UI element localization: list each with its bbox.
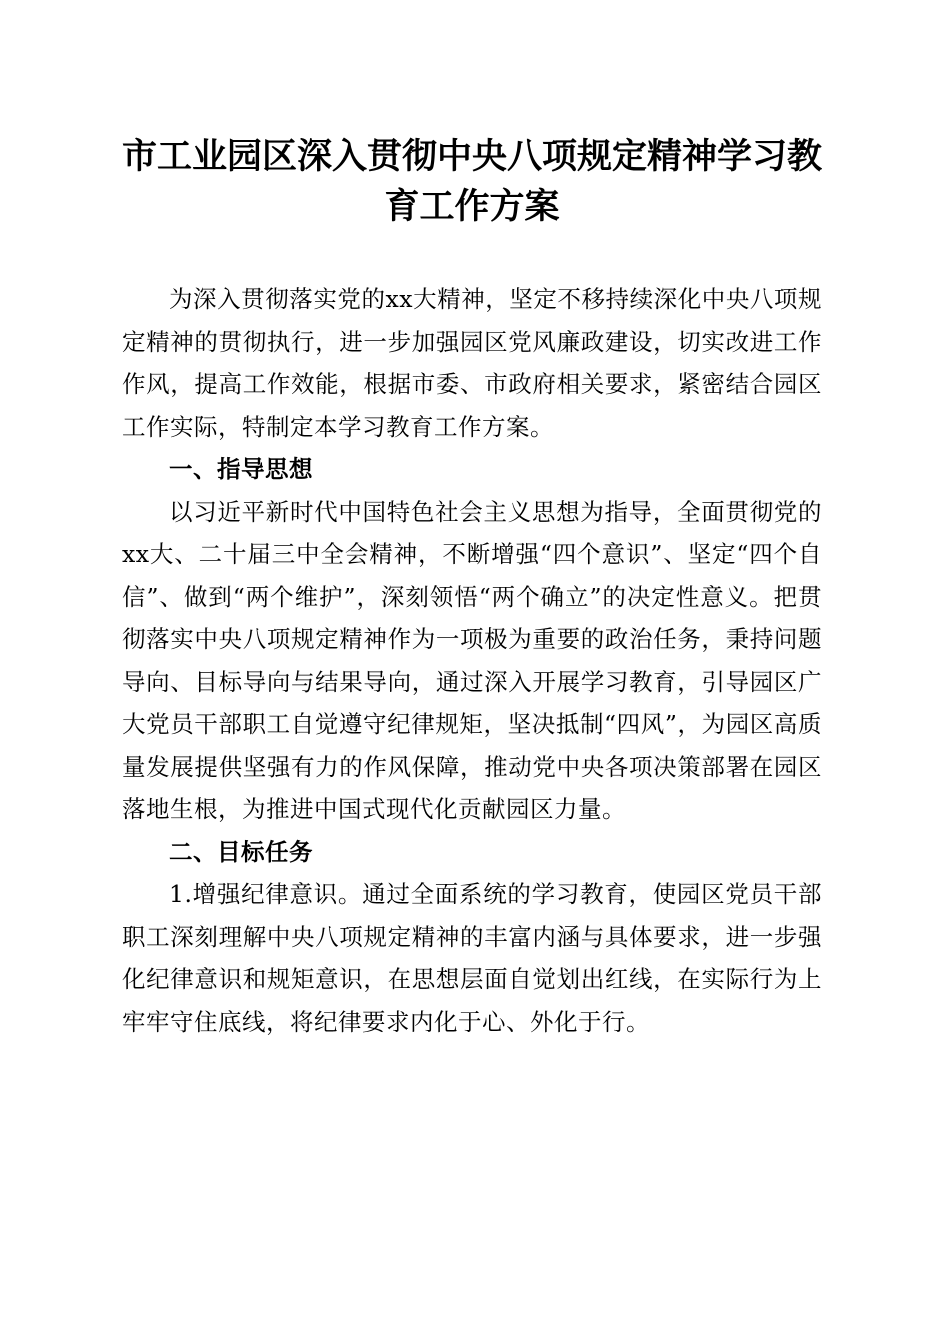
section-paragraph-guiding-ideology: 以习近平新时代中国特色社会主义思想为指导，全面贯彻党的xx大、二十届三中全会精神，不断增强“四个意识”、坚定“四个自信”、做到“两个维护”，深刻领悟“两个确立”的决定性意义。把贯彻落实中央八项规定精神作为一项极为重要的政治任务，秉持问题导向、目标导向与结果导向，通过深入开展学习教育，引导园区广大党员干部职工自觉遵守纪律规矩，坚决抵制“四风”，为园区高质量发展提供坚强有力的作风保障，推动党中央各项决策部署在园区落地生根，为推进中国式现代化贡献园区力量。 [122,497,822,823]
document-body [122,278,822,1043]
document-content [122,132,822,1043]
document-title-line-2: 育工作方案 [384,186,560,227]
document-title [122,132,822,232]
section-heading-guiding-ideology: 一、指导思想 [169,455,313,483]
intro-paragraph: 为深入贯彻落实党的xx大精神，坚定不移持续深化中央八项规定精神的贯彻执行，进一步加强园区党风廉政建设，切实改进工作作风，提高工作效能，根据市委、市政府相关要求，紧密结合园区工作实际，特制定本学习教育工作方案。 [122,285,822,441]
document-title-line-1: 市工业园区深入贯彻中央八项规定精神学习教 [122,136,823,177]
section-heading-goals-tasks: 二、目标任务 [169,837,313,866]
section-paragraph-discipline-awareness: 1.增强纪律意识。通过全面系统的学习教育，使园区党员干部职工深刻理解中央八项规定精神的丰富内涵与具体要求，进一步强化纪律意识和规矩意识，在思想层面自觉划出红线，在实际行为上牢牢守住底线，将纪律要求内化于心、外化于行。 [122,880,822,1036]
